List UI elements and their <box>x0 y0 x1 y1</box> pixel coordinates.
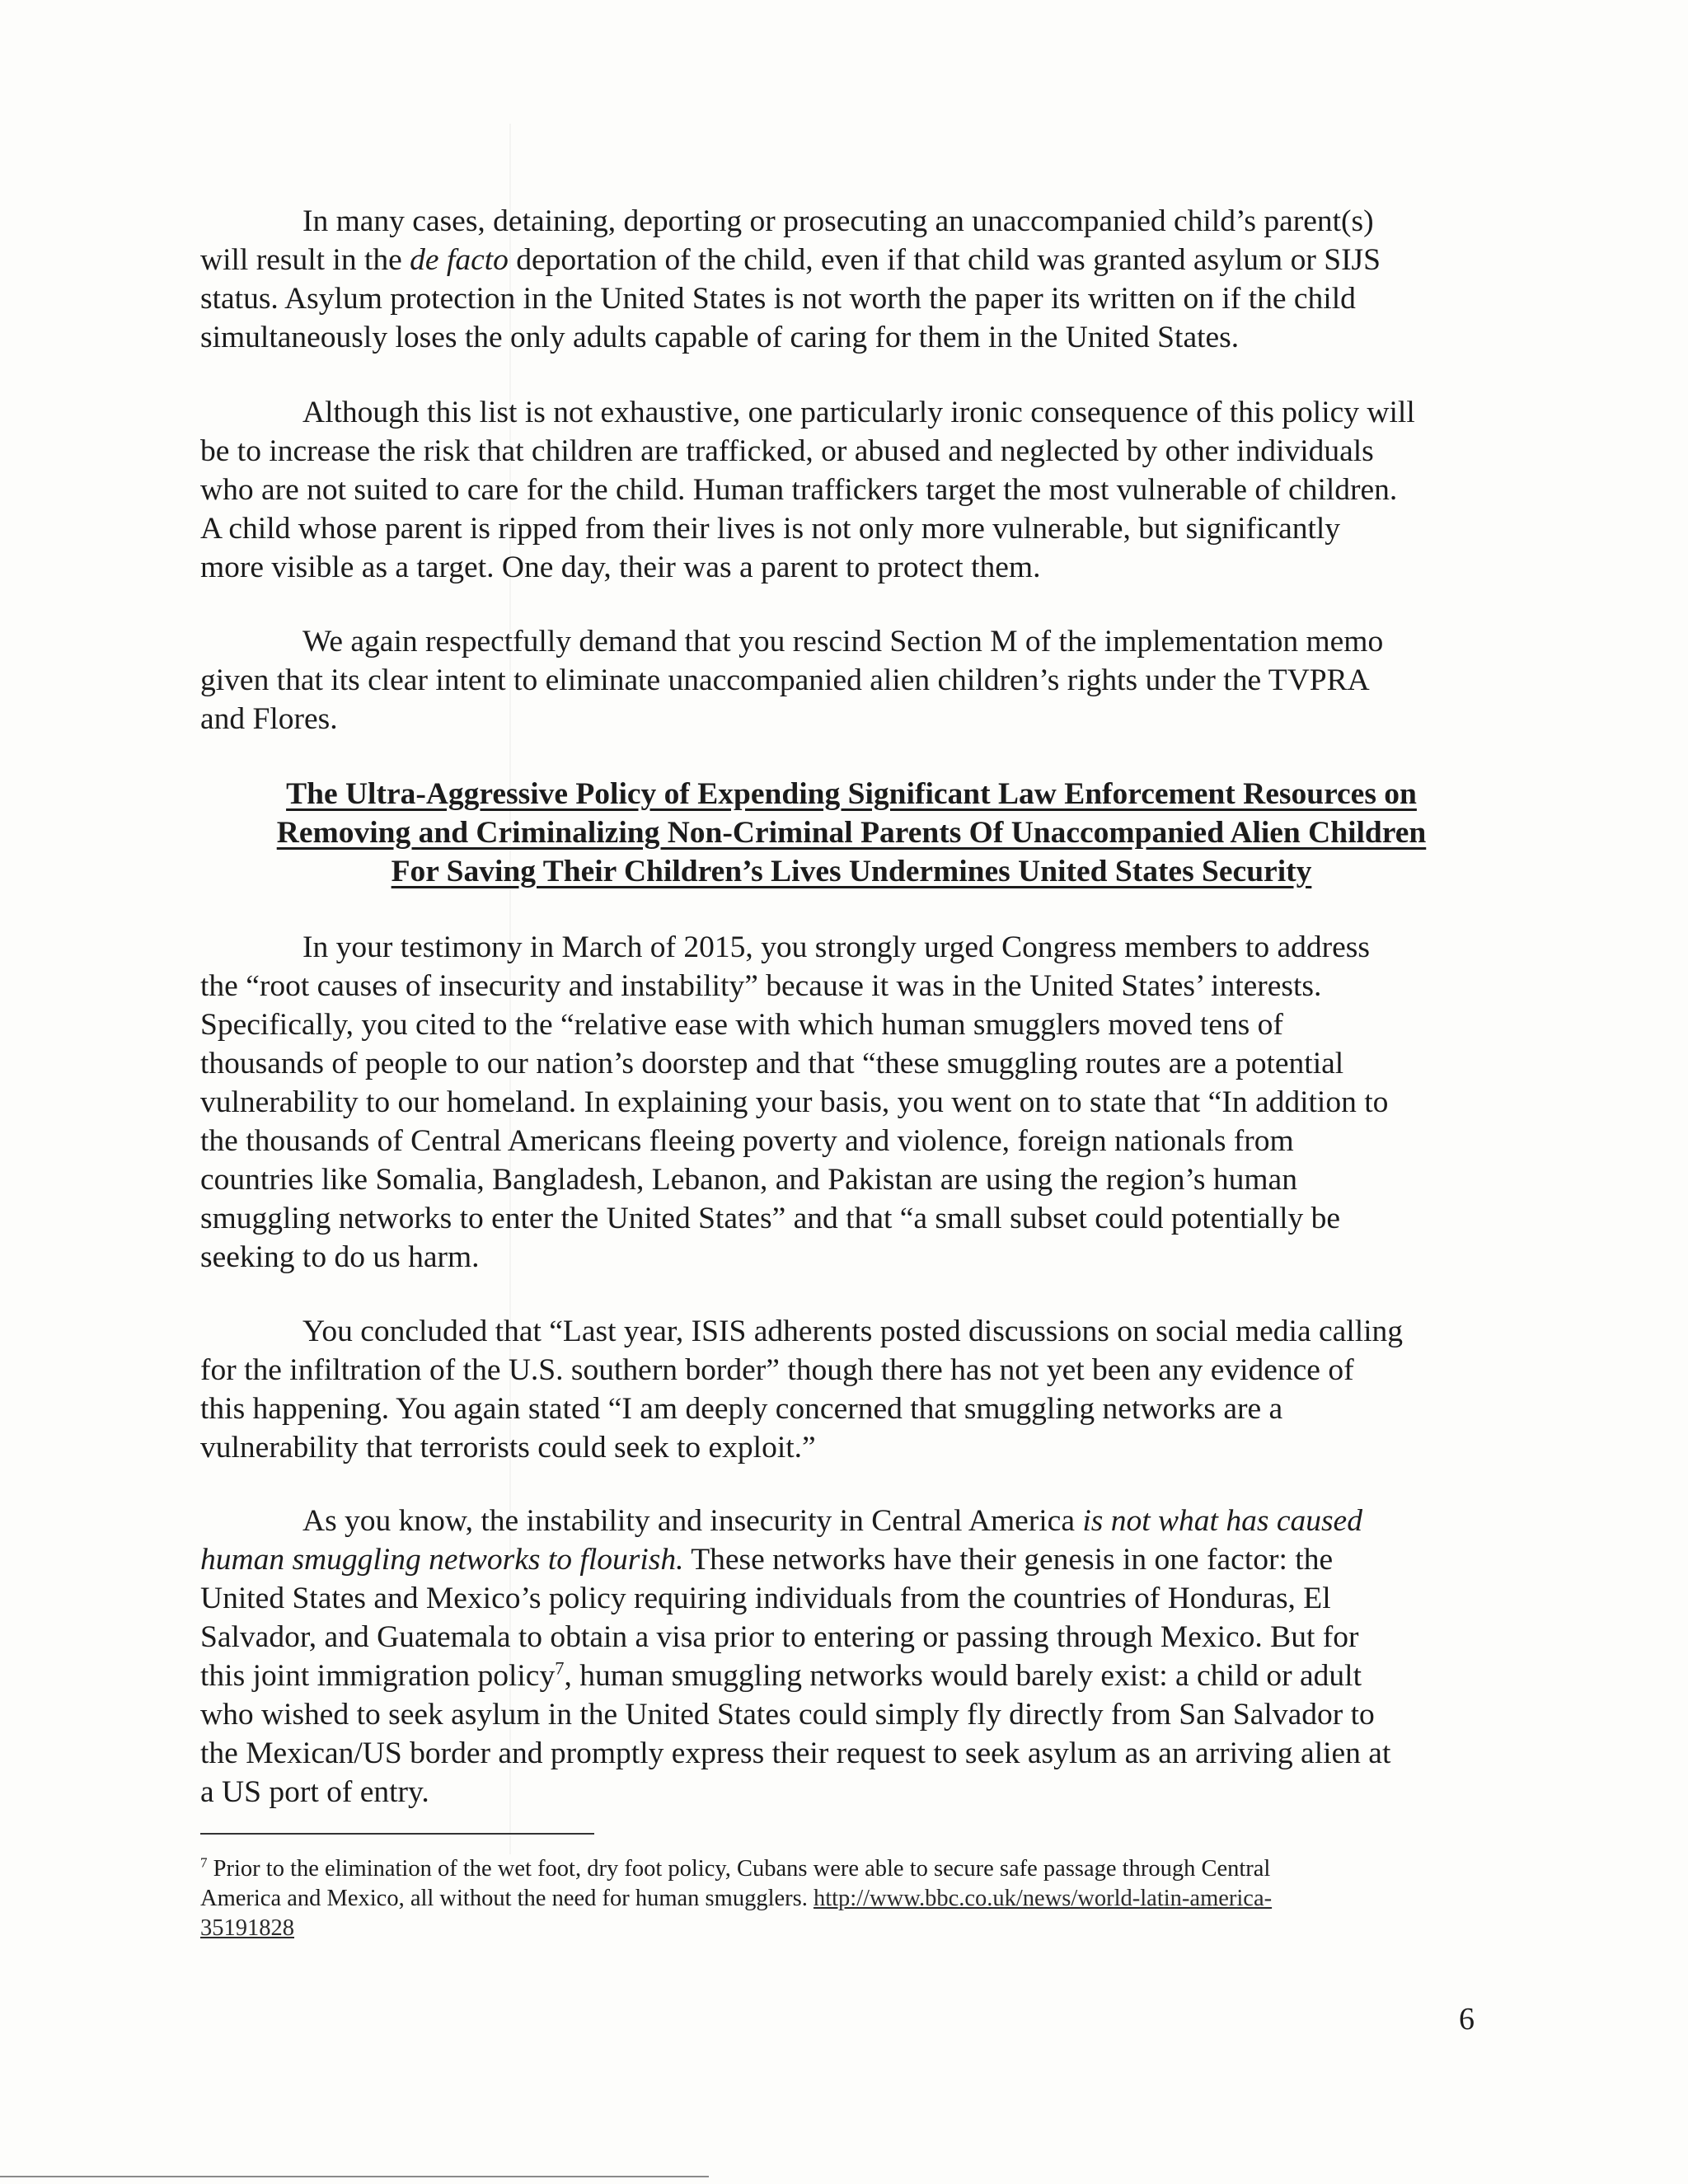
text-line: the Mexican/US border and promptly express their request to seek asylum as an arriving alien at <box>200 1736 1391 1770</box>
footnote-line <box>200 1914 1503 1943</box>
text-line: vulnerability that terrorists could seek to exploit.” <box>200 1431 816 1465</box>
text-line: and Flores. <box>200 702 338 736</box>
text-line: a US port of entry. <box>200 1775 429 1809</box>
footnote-reference[interactable]: 7 <box>555 1657 565 1679</box>
paragraph-6 <box>200 1502 1503 1811</box>
text-line: the “root causes of insecurity and instability” because it was in the United States’ interests. <box>200 969 1322 1003</box>
text-line: for the infiltration of the U.S. southern border” though there has not yet been any evidence of <box>200 1353 1354 1387</box>
heading-line: For Saving Their Children’s Lives Undermines United States Security <box>391 855 1312 888</box>
text-line: given that its clear intent to eliminate unaccompanied alien children’s rights under the TVPRA <box>200 663 1370 697</box>
heading-line: The Ultra-Aggressive Policy of Expending Significant Law Enforcement Resources on <box>286 777 1417 811</box>
text-line: countries like Somalia, Bangladesh, Lebanon, and Pakistan are using the region’s human <box>200 1163 1297 1197</box>
paragraph-5 <box>200 1312 1503 1467</box>
italic-term: de facto <box>410 243 509 277</box>
italic-emphasis: is not what has caused <box>1082 1504 1362 1538</box>
paragraph-2 <box>200 393 1503 587</box>
text-line: Salvador, and Guatemala to obtain a visa prior to entering or passing through Mexico. But for <box>200 1620 1359 1654</box>
text-line: As you know, the instability and insecurity in Central America is not what has caused <box>302 1504 1362 1538</box>
page-number: 6 <box>1459 2002 1475 2036</box>
text-line: thousands of people to our nation’s doorstep and that “these smuggling routes are a potential <box>200 1047 1344 1080</box>
text-line: smuggling networks to enter the United States” and that “a small subset could potentially be <box>200 1202 1341 1235</box>
heading-line: Removing and Criminalizing Non-Criminal Parents Of Unaccompanied Alien Children <box>276 816 1427 850</box>
section-heading <box>200 775 1503 891</box>
text-line: will result in the de facto deportation of the child, even if that child was granted asylum or SIJS <box>200 243 1381 277</box>
footnote <box>200 1854 1503 1943</box>
paragraph-4 <box>200 928 1503 1277</box>
text-line: Although this list is not exhaustive, one particularly ironic consequence of this policy will <box>302 396 1415 429</box>
italic-emphasis: human smuggling networks to flourish. <box>200 1543 684 1577</box>
text-line: more visible as a target. One day, their was a parent to protect them. <box>200 551 1041 584</box>
text-line: simultaneously loses the only adults capable of caring for them in the United States. <box>200 321 1240 354</box>
text-line: Specifically, you cited to the “relative ease with which human smugglers moved tens of <box>200 1008 1283 1042</box>
text-line: A child whose parent is ripped from their lives is not only more vulnerable, but significantly <box>200 512 1341 546</box>
text-line: You concluded that “Last year, ISIS adherents posted discussions on social media calling <box>302 1315 1404 1348</box>
text-line: human smuggling networks to flourish. These networks have their genesis in one factor: the <box>200 1543 1334 1577</box>
text-line: seeking to do us harm. <box>200 1240 480 1274</box>
text-line: In your testimony in March of 2015, you strongly urged Congress members to address <box>302 930 1370 964</box>
paragraph-1 <box>200 202 1503 357</box>
footnote-separator <box>200 1833 594 1835</box>
text-line: vulnerability to our homeland. In explaining your basis, you went on to state that “In addition to <box>200 1085 1389 1119</box>
footnote-line: America and Mexico, all without the need for human smugglers. http://www.bbc.co.uk/news/world-latin-america- <box>200 1886 1273 1911</box>
footnote-link[interactable]: http://www.bbc.co.uk/news/world-latin-america- <box>813 1886 1273 1911</box>
footnote-marker: 7 <box>200 1854 208 1871</box>
paragraph-3 <box>200 622 1503 738</box>
text-line: the thousands of Central Americans fleeing poverty and violence, foreign nationals from <box>200 1124 1294 1158</box>
footnote-line: $^7$ Prior to the elimination of the wet foot, dry foot policy, Cubans were able to secure safe passage through Central <box>200 1854 1271 1882</box>
text-line: We again respectfully demand that you rescind Section M of the implementation memo <box>302 625 1384 658</box>
text-line: this happening. You again stated “I am deeply concerned that smuggling networks are a <box>200 1392 1283 1426</box>
footnote-link-continued[interactable]: 35191828 <box>200 1915 294 1941</box>
text-line: status. Asylum protection in the United States is not worth the paper its written on if the child <box>200 282 1356 316</box>
text-line: be to increase the risk that children are trafficked, or abused and neglected by other individuals <box>200 434 1374 468</box>
text-line: who are not suited to care for the child. Human traffickers target the most vulnerable of children. <box>200 473 1398 507</box>
text-line: United States and Mexico’s policy requiring individuals from the countries of Honduras, El <box>200 1582 1331 1615</box>
text-line: who wished to seek asylum in the United States could simply fly directly from San Salvador to <box>200 1698 1375 1732</box>
text-line: this joint immigration policy$^7$, human smuggling networks would barely exist: a child or adult <box>200 1657 1362 1693</box>
text-line: In many cases, detaining, deporting or prosecuting an unaccompanied child’s parent(s) <box>302 204 1374 238</box>
scan-bottom-edge <box>0 2176 709 2177</box>
